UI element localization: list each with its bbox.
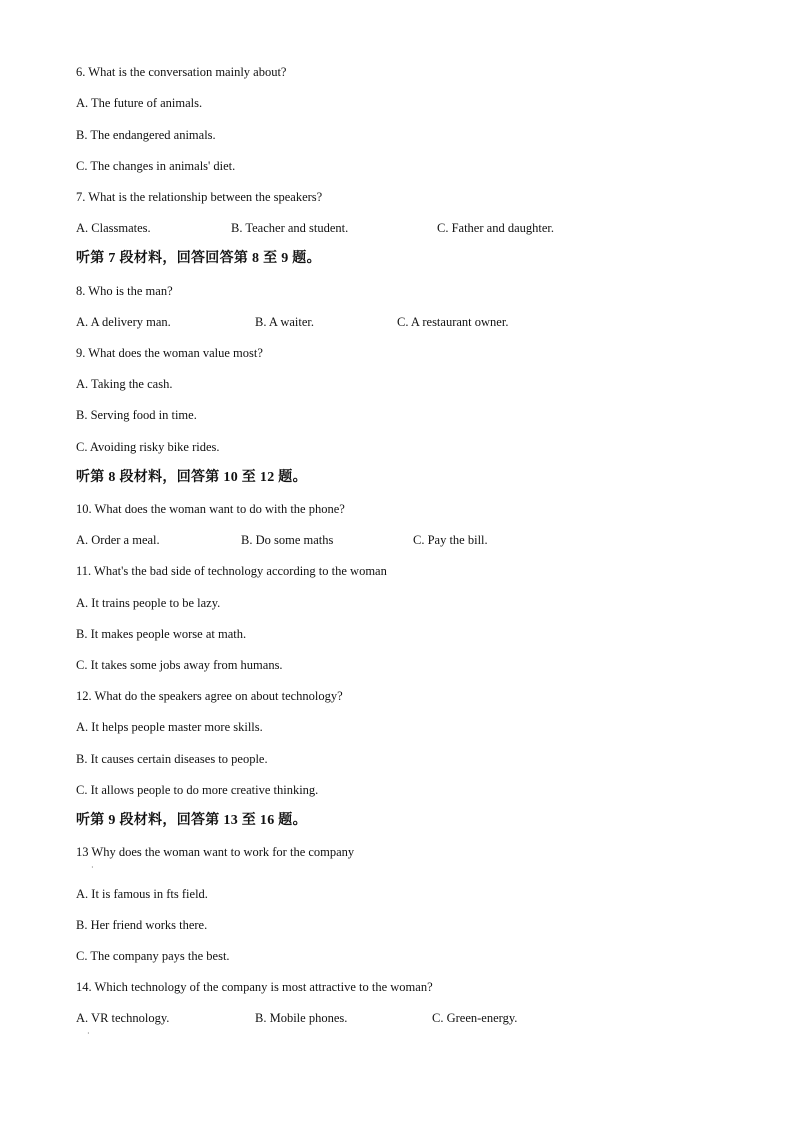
question-9-option-a: A. Taking the cash. xyxy=(76,377,173,391)
question-6: 6. What is the conversation mainly about? xyxy=(76,65,287,79)
question-12: 12. What do the speakers agree on about technology? xyxy=(76,689,343,703)
question-10-option-c: C. Pay the bill. xyxy=(413,533,488,547)
question-7-option-c: C. Father and daughter. xyxy=(437,221,554,235)
question-7-option-a: A. Classmates. xyxy=(76,221,151,235)
section-heading-8: 听第 8 段材料，回答第 10 至 12 题。 xyxy=(76,470,307,485)
question-8-option-a: A. A delivery man. xyxy=(76,315,171,329)
question-11-option-b: B. It makes people worse at math. xyxy=(76,627,247,641)
question-8: 8. Who is the man? xyxy=(76,284,173,298)
question-11-option-a: A. It trains people to be lazy. xyxy=(76,596,221,610)
question-13-option-b: B. Her friend works there. xyxy=(76,918,208,932)
question-7: 7. What is the relationship between the speakers? xyxy=(76,190,323,204)
question-9-option-c: C. Avoiding risky bike rides. xyxy=(76,440,220,454)
question-14-option-c: C. Green-energy. xyxy=(432,1011,518,1025)
question-14-option-b: B. Mobile phones. xyxy=(255,1011,348,1025)
question-8-option-c: C. A restaurant owner. xyxy=(397,315,509,329)
section-heading-7: 听第 7 段材料，回答回答第 8 至 9 题。 xyxy=(76,251,321,266)
question-6-option-a: A. The future of animals. xyxy=(76,96,203,110)
section-heading-9: 听第 9 段材料，回答第 13 至 16 题。 xyxy=(76,813,307,828)
question-11-option-c: C. It takes some jobs away from humans. xyxy=(76,658,283,672)
question-14: 14. Which technology of the company is most attractive to the woman? xyxy=(76,980,433,994)
question-9: 9. What does the woman value most? xyxy=(76,346,263,360)
question-10-option-b: B. Do some maths xyxy=(241,533,334,547)
question-13-option-a: A. It is famous in fts field. xyxy=(76,887,208,901)
scan-dot-mark: · xyxy=(87,1029,90,1038)
question-6-option-c: C. The changes in animals' diet. xyxy=(76,159,236,173)
question-6-option-b: B. The endangered animals. xyxy=(76,128,216,142)
question-10: 10. What does the woman want to do with the phone? xyxy=(76,502,345,516)
question-12-option-c: C. It allows people to do more creative thinking. xyxy=(76,783,319,797)
question-7-option-b: B. Teacher and student. xyxy=(231,221,349,235)
question-8-option-b: B. A waiter. xyxy=(255,315,315,329)
question-12-option-a: A. It helps people master more skills. xyxy=(76,720,263,734)
question-9-option-b: B. Serving food in time. xyxy=(76,408,197,422)
question-12-option-b: B. It causes certain diseases to people. xyxy=(76,752,268,766)
question-13-option-c: C. The company pays the best. xyxy=(76,949,230,963)
question-13: 13 Why does the woman want to work for the company xyxy=(76,845,355,859)
scan-dot-mark: · xyxy=(91,863,94,872)
question-10-option-a: A. Order a meal. xyxy=(76,533,160,547)
question-14-option-a: A. VR technology. xyxy=(76,1011,170,1025)
question-11: 11. What's the bad side of technology according to the woman xyxy=(76,564,387,578)
